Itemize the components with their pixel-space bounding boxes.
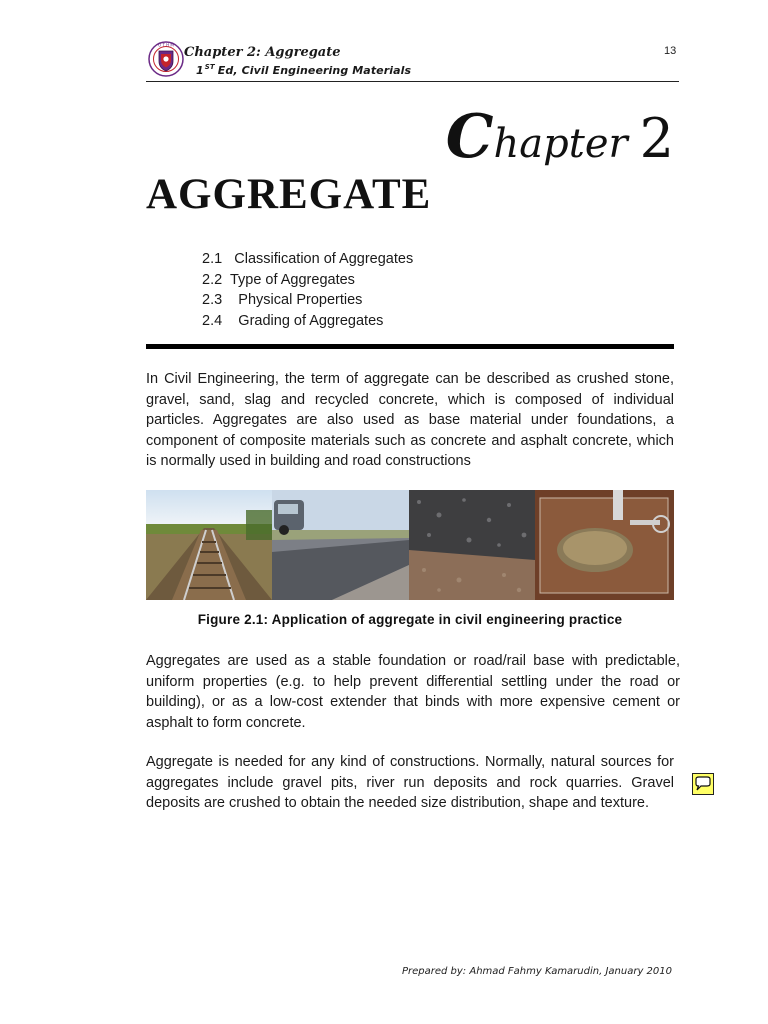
concrete-specimen-photo	[535, 490, 674, 600]
university-logo-icon	[148, 40, 184, 78]
uses-paragraph: Aggregates are used as a stable foundation or road/rail base with predictable, uniform properties (e.g. to help prevent differential settling under the road or building), or as a low-cost extender that binds with more expensive cement or asphalt to form concrete.	[146, 653, 680, 731]
railway-track-photo	[146, 490, 272, 600]
toc-label: Physical Properties	[238, 292, 363, 308]
figure-caption: Figure 2.1: Application of aggregate in civil engineering practice	[197, 612, 623, 627]
intro-paragraph: In Civil Engineering, the term of aggregate can be described as crushed stone, gravel, sand, slag and recycled concrete, which is composed of individual particles. Aggregates are also used as base material under foundations, a component of composite materials such as concrete and asphalt concrete, which is normally used in building and road constructions	[146, 371, 674, 469]
toc-number: 2.3	[202, 292, 223, 308]
chapter-initial: C	[445, 102, 494, 172]
page-number: 13	[664, 45, 677, 57]
header-edition	[196, 63, 411, 77]
svg-text:U T H M: U T H M	[158, 42, 174, 48]
toc-label: Classification of Aggregates	[234, 251, 414, 267]
road-paving-photo	[272, 490, 409, 600]
toc-item[interactable]	[202, 249, 413, 270]
toc-number: 2.1	[202, 251, 223, 267]
chapter-word: hapter	[493, 121, 628, 167]
toc-label: Grading of Aggregates	[238, 312, 384, 329]
toc-item[interactable]	[202, 290, 413, 311]
chapter-title: AGGREGATE	[146, 171, 432, 218]
chapter-heading	[446, 102, 674, 172]
toc-label: Type of Aggregates	[229, 271, 355, 288]
edition-number: 1	[196, 64, 204, 77]
toc-number: 2.4	[202, 312, 223, 329]
header-divider	[146, 81, 679, 82]
table-of-contents	[202, 249, 413, 331]
asphalt-surface-photo	[409, 490, 535, 600]
edition-superscript: ST	[204, 63, 215, 71]
chapter-number: 2	[639, 107, 674, 170]
header-chapter-label: Chapter 2: Aggregate	[184, 45, 341, 60]
comment-icon[interactable]	[692, 773, 714, 795]
footer-credit: Prepared by: Ahmad Fahmy Kamarudin, January 2010	[401, 966, 672, 977]
toc-number: 2.2	[202, 271, 223, 288]
toc-item[interactable]	[202, 311, 413, 332]
toc-item[interactable]	[202, 270, 413, 291]
section-divider	[146, 344, 674, 349]
edition-rest: Ed, Civil Engineering Materials	[217, 64, 412, 77]
sources-paragraph: Aggregate is needed for any kind of constructions. Normally, natural sources for aggregates include gravel pits, river run deposits and rock quarries. Gravel deposits are crushed to obtain the needed size distribution, shape and texture.	[146, 754, 674, 811]
figure-image-strip	[146, 490, 674, 600]
